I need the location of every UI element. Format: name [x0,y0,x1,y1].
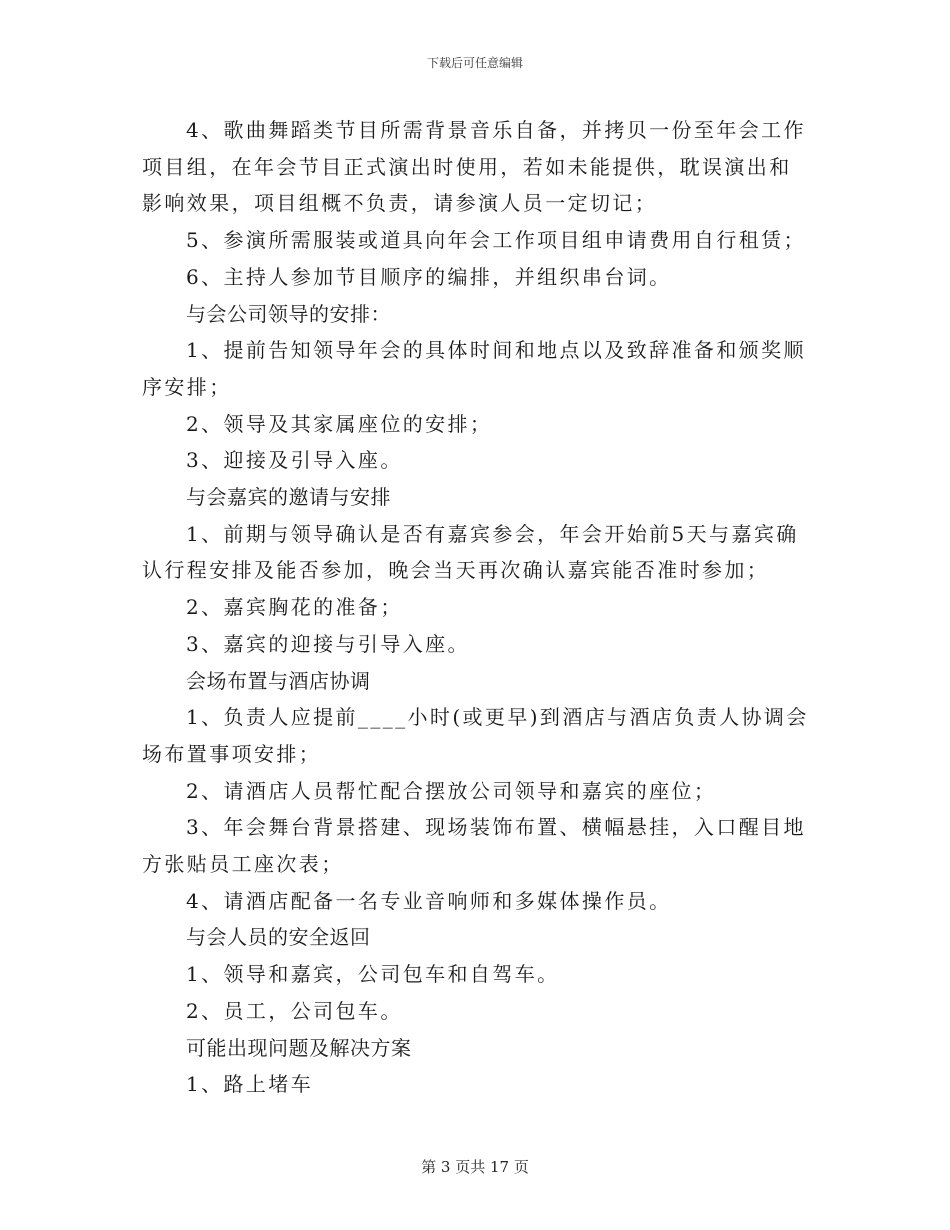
paragraph-item: 3、年会舞台背景搭建、现场装饰布置、横幅悬挂，入口醒目地方张贴员工座次表； [142,815,806,877]
section-heading: 与会公司领导的安排： [186,301,391,326]
section-heading: 与会嘉宾的邀请与安排 [186,485,391,510]
paragraph-item: 1、提前告知领导年会的具体时间和地点以及致辞准备和颁奖顺序安排； [142,338,806,399]
section-heading: 与会人员的安全返回 [186,925,371,950]
paragraph-item: 5、参演所需服装或道具向年会工作项目组申请费用自行租赁； [186,228,806,253]
paragraph-item: 4、歌曲舞蹈类节目所需背景音乐自备，并拷贝一份至年会工作项目组，在年会节目正式演出时使用，若如未能提供，耽误演出和影响效果，项目组概不负责，请参演人员一定切记； [142,118,806,216]
paragraph-item: 3、嘉宾的迎接与引导入座。 [186,631,470,656]
paragraph-item: 4、请酒店配备一名专业音响师和多媒体操作员。 [186,888,672,913]
paragraph-item: 2、员工，公司包车。 [186,998,403,1023]
page-header: 下载后可任意编辑 [426,56,523,70]
paragraph-item: 2、嘉宾胸花的准备； [186,595,403,620]
paragraph-item: 1、前期与领导确认是否有嘉宾参会，年会开始前5天与嘉宾确认行程安排及能否参加，晚会当天再次确认嘉宾能否准时参加； [142,521,799,583]
document-body [142,112,810,1103]
paragraph-item: 1、领导和嘉宾，公司包车和自驾车。 [186,962,560,987]
paragraph-item: 6、主持人参加节目顺序的编排，并组织串台词。 [186,264,672,289]
paragraph-item: 1、路上堵车 [186,1072,314,1097]
paragraph-item: 3、迎接及引导入座。 [186,448,403,473]
page-number-footer: 第 3 页共 17 页 [421,1158,529,1176]
paragraph-item: 2、领导及其家属座位的安排； [186,411,493,436]
section-heading: 会场布置与酒店协调 [186,668,371,693]
paragraph-item: 2、请酒店人员帮忙配合摆放公司领导和嘉宾的座位； [186,778,717,803]
section-heading: 可能出现问题及解决方案 [186,1035,412,1060]
paragraph-item: 1、负责人应提前____小时(或更早)到酒店与酒店负责人协调会场布置事项安排； [142,705,809,766]
